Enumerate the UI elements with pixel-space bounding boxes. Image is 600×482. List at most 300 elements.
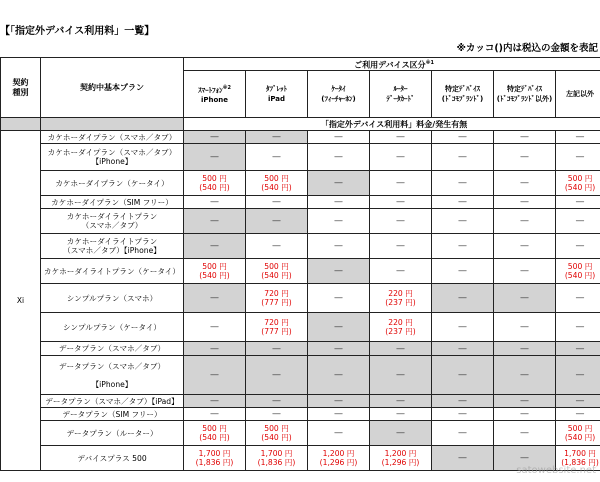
fee-cell	[556, 171, 600, 196]
dash-mark: —	[334, 197, 343, 207]
plan-name-line: データプラン（スマホ／タブ）	[58, 361, 166, 371]
fee-cell	[556, 421, 600, 446]
no-fee-cell	[308, 421, 370, 446]
fee-amount: 1,700 円	[260, 449, 293, 458]
dash-mark: —	[210, 241, 219, 251]
no-fee-cell	[556, 342, 600, 356]
table-row	[1, 131, 600, 144]
contract-type-cell: Xi	[1, 131, 41, 471]
no-fee-cell	[184, 284, 246, 313]
dash-mark: —	[272, 132, 281, 142]
device-header-3	[370, 71, 432, 118]
fee-amount: 720 円	[264, 289, 289, 298]
dash-mark: —	[210, 343, 219, 354]
plan-name-cell	[41, 356, 184, 395]
no-fee-cell	[308, 209, 370, 234]
device-header-line1: ｹｰﾀｲ	[331, 85, 346, 93]
no-fee-cell	[432, 131, 494, 144]
plan-name-cell	[41, 209, 184, 234]
no-fee-cell	[494, 313, 556, 342]
fee-with-tax: (237 円)	[385, 298, 416, 307]
plan-name-cell	[41, 446, 184, 471]
contract-type-header-line: 種別	[12, 87, 29, 97]
no-fee-cell	[432, 446, 494, 471]
no-fee-cell	[556, 356, 600, 395]
dash-mark: —	[458, 266, 467, 276]
fee-amount: 220 円	[388, 289, 413, 298]
fee-with-tax: (777 円)	[261, 327, 292, 336]
fee-cell	[246, 259, 308, 284]
no-fee-cell	[494, 234, 556, 259]
dash-mark: —	[334, 396, 343, 406]
plan-name-line: カケホーダイプラン（ケータイ）	[55, 178, 169, 188]
plan-name-cell	[41, 313, 184, 342]
plan-name-line: シンプルプラン（ケータイ）	[62, 322, 162, 332]
no-fee-cell	[184, 342, 246, 356]
fee-with-tax: (1,836 円)	[195, 458, 234, 467]
no-fee-cell	[432, 259, 494, 284]
no-fee-cell	[556, 408, 600, 421]
no-fee-cell	[184, 234, 246, 259]
dash-mark: —	[575, 241, 585, 251]
no-fee-cell	[308, 144, 370, 171]
dash-mark: —	[272, 396, 281, 406]
plan-name-line: カケホーダイプラン（SIM フリー）	[51, 197, 173, 207]
fee-cell	[184, 259, 246, 284]
dash-mark: —	[458, 453, 467, 463]
no-fee-cell	[246, 131, 308, 144]
dash-mark: —	[575, 322, 585, 332]
no-fee-cell	[432, 209, 494, 234]
no-fee-cell	[494, 408, 556, 421]
dash-mark: —	[520, 453, 529, 463]
plan-name-cell	[41, 395, 184, 408]
dash-mark: —	[458, 178, 467, 188]
no-fee-cell	[432, 234, 494, 259]
dash-mark: —	[210, 396, 219, 406]
no-fee-cell	[494, 171, 556, 196]
fee-amount: 500 円	[264, 424, 289, 433]
fee-amount: 1,700 円	[564, 449, 596, 458]
plan-name-line: カケホーダイライトプラン	[66, 212, 158, 221]
fee-amount: 500 円	[567, 174, 593, 183]
table-row	[1, 313, 600, 342]
dash-mark: —	[272, 409, 281, 419]
dash-mark: —	[210, 132, 219, 142]
table-row	[1, 356, 600, 395]
no-fee-cell	[432, 421, 494, 446]
watermark: satowebsite.net	[516, 465, 596, 476]
no-fee-cell	[370, 259, 432, 284]
fee-with-tax: (540 円)	[199, 271, 230, 280]
table-row	[1, 259, 600, 284]
no-fee-cell	[494, 342, 556, 356]
dash-mark: —	[520, 293, 529, 303]
table-row	[1, 446, 600, 471]
dash-mark: —	[458, 197, 467, 207]
no-fee-cell	[308, 196, 370, 209]
plan-name-line: 【iPhone】	[91, 379, 133, 389]
device-header-line1: 特定ﾃﾞﾊﾞｲｽ	[445, 85, 480, 93]
no-fee-cell	[494, 356, 556, 395]
no-fee-cell	[432, 342, 494, 356]
plan-name-line: データプラン（SIM フリー）	[62, 409, 162, 419]
no-fee-cell	[556, 395, 600, 408]
dash-mark: —	[210, 322, 219, 332]
dash-mark: —	[396, 178, 405, 188]
no-fee-cell	[370, 144, 432, 171]
fee-cell	[246, 446, 308, 471]
device-header-line1: ｽﾏｰﾄﾌｫﾝ	[198, 86, 223, 95]
no-fee-cell	[556, 144, 600, 171]
fee-with-tax: (540 円)	[564, 271, 596, 280]
device-header-2	[308, 71, 370, 118]
contract-type-header	[1, 58, 41, 118]
dash-mark: —	[396, 370, 405, 380]
dash-mark: —	[458, 370, 467, 380]
device-header-line1: 左記以外	[566, 90, 595, 98]
fee-cell	[246, 284, 308, 313]
fee-amount: 220 円	[388, 318, 413, 327]
no-fee-cell	[246, 356, 308, 395]
dash-mark: —	[575, 409, 585, 419]
dash-mark: —	[458, 241, 467, 251]
dash-mark: —	[396, 396, 405, 406]
plan-name-line: シンプルプラン（スマホ）	[66, 293, 158, 303]
fee-cell	[370, 446, 432, 471]
plan-name-cell	[41, 131, 184, 144]
fee-cell	[370, 313, 432, 342]
fee-cell	[184, 446, 246, 471]
dash-mark: —	[334, 370, 343, 380]
no-fee-cell	[370, 421, 432, 446]
no-fee-cell	[184, 131, 246, 144]
dash-mark: —	[575, 216, 585, 226]
dash-mark: —	[458, 293, 467, 303]
fee-with-tax: (237 円)	[385, 327, 416, 336]
dash-mark: —	[520, 241, 529, 251]
fee-amount: 1,200 円	[384, 449, 417, 458]
no-fee-cell	[494, 284, 556, 313]
plan-name-line: 【iPhone】	[91, 157, 133, 166]
fee-with-tax: (540 円)	[261, 183, 292, 192]
no-fee-cell	[246, 144, 308, 171]
fee-amount: 500 円	[202, 424, 227, 433]
plan-name-line: デバイスプラス 500	[77, 453, 147, 463]
fee-cell	[246, 171, 308, 196]
no-fee-cell	[370, 171, 432, 196]
plan-name-line: カケホーダイライトプラン	[66, 237, 158, 246]
no-fee-cell	[494, 209, 556, 234]
no-fee-cell	[184, 209, 246, 234]
no-fee-cell	[246, 395, 308, 408]
dash-mark: —	[520, 428, 529, 438]
dash-mark: —	[334, 409, 343, 419]
no-fee-cell	[184, 144, 246, 171]
no-fee-cell	[432, 313, 494, 342]
device-header-line2: ﾃﾞｰﾀｶｰﾄﾞ	[386, 95, 415, 103]
no-fee-cell	[246, 342, 308, 356]
dash-mark: —	[520, 197, 529, 207]
plan-name-line: カケホーダイプラン（スマホ／タブ）	[47, 148, 177, 157]
no-fee-cell	[370, 196, 432, 209]
no-fee-cell	[432, 356, 494, 395]
dash-mark: —	[210, 152, 219, 162]
dash-mark: —	[334, 152, 343, 162]
device-header-line2: (ﾄﾞｺﾓﾌﾞﾗﾝﾄﾞ以外)	[496, 95, 553, 103]
table-row	[1, 408, 600, 421]
dash-mark: —	[396, 266, 405, 276]
device-header-line2: iPhone	[200, 96, 229, 105]
fee-cell	[246, 313, 308, 342]
dash-mark: —	[210, 197, 219, 207]
dash-mark: —	[396, 152, 405, 162]
no-fee-cell	[308, 234, 370, 259]
fee-with-tax: (1,836 円)	[561, 458, 599, 467]
device-header-1	[246, 71, 308, 118]
fee-with-tax: (540 円)	[564, 183, 596, 192]
device-header-6	[556, 71, 600, 118]
fee-with-tax: (540 円)	[199, 433, 230, 442]
contract-type-header-line: 契約	[12, 77, 29, 87]
device-header-line2: iPad	[267, 95, 286, 103]
dash-mark: —	[272, 343, 281, 354]
no-fee-cell	[556, 209, 600, 234]
tax-note: ※カッコ()内は税込の金額を表記	[456, 43, 598, 54]
dash-mark: —	[334, 322, 343, 332]
dash-mark: —	[520, 266, 529, 276]
device-header-line2: (ﾌｨｰﾁｬｰﾎﾝ)	[321, 95, 356, 103]
dash-mark: —	[520, 343, 529, 354]
table-row	[1, 209, 600, 234]
dash-mark: —	[458, 322, 467, 332]
fee-cell	[184, 171, 246, 196]
device-category-sup: ※1	[425, 59, 434, 66]
no-fee-cell	[308, 171, 370, 196]
dash-mark: —	[334, 343, 343, 354]
dash-mark: —	[334, 132, 343, 142]
fee-with-tax: (540 円)	[199, 183, 230, 192]
no-fee-cell	[432, 171, 494, 196]
no-fee-cell	[432, 144, 494, 171]
table-row	[1, 284, 600, 313]
no-fee-cell	[370, 395, 432, 408]
plan-name-line: データプラン（スマホ／タブ）	[58, 344, 166, 353]
fee-with-tax: (540 円)	[564, 433, 596, 442]
dash-mark: —	[396, 428, 405, 438]
no-fee-cell	[308, 284, 370, 313]
dash-mark: —	[520, 322, 529, 332]
dash-mark: —	[334, 428, 343, 438]
dash-mark: —	[210, 409, 219, 419]
dash-mark: —	[396, 216, 405, 226]
device-fee-table	[0, 57, 600, 471]
no-fee-cell	[184, 356, 246, 395]
device-header-0	[184, 71, 246, 118]
dash-mark: —	[210, 370, 219, 380]
fee-cell	[246, 421, 308, 446]
plan-name-cell	[41, 421, 184, 446]
table-row	[1, 395, 600, 408]
fee-amount: 1,200 円	[322, 449, 355, 458]
dash-mark: —	[458, 428, 467, 438]
plan-name-cell	[41, 342, 184, 356]
dash-mark: —	[458, 396, 467, 406]
table-row	[1, 171, 600, 196]
dash-mark: —	[396, 132, 405, 142]
plan-name-cell	[41, 144, 184, 171]
dash-mark: —	[334, 293, 343, 303]
fee-with-tax: (540 円)	[261, 271, 292, 280]
fee-cell	[308, 446, 370, 471]
fee-amount: 500 円	[202, 174, 227, 183]
fee-with-tax: (1,836 円)	[257, 458, 296, 467]
dash-mark: —	[575, 197, 585, 207]
dash-mark: —	[520, 396, 529, 406]
fee-amount: 500 円	[202, 262, 227, 271]
no-fee-cell	[184, 408, 246, 421]
dash-mark: —	[272, 241, 281, 251]
fee-cell	[556, 259, 600, 284]
fee-with-tax: (540 円)	[261, 433, 292, 442]
fee-amount: 1,700 円	[198, 449, 231, 458]
dash-mark: —	[396, 409, 405, 419]
page-title: 【「指定外デバイス利用料」一覧】	[0, 26, 155, 37]
plan-name-line: （スマホ／タブ）	[81, 221, 143, 230]
no-fee-cell	[246, 234, 308, 259]
no-fee-cell	[494, 196, 556, 209]
plan-header: 契約中基本プラン	[41, 58, 184, 118]
dash-mark: —	[520, 132, 529, 142]
no-fee-cell	[308, 395, 370, 408]
plan-name-line: データプラン（ルーター）	[66, 428, 158, 438]
dash-mark: —	[520, 409, 529, 419]
fee-amount: 720 円	[264, 318, 289, 327]
no-fee-cell	[184, 395, 246, 408]
no-fee-cell	[494, 259, 556, 284]
device-category-header	[184, 58, 600, 71]
fee-cell	[370, 284, 432, 313]
dash-mark: —	[575, 293, 585, 303]
no-fee-cell	[556, 284, 600, 313]
table-row	[1, 234, 600, 259]
dash-mark: —	[396, 197, 405, 207]
plan-name-line: カケホーダイライトプラン（ケータイ）	[44, 266, 180, 276]
no-fee-cell	[370, 342, 432, 356]
table-row	[1, 421, 600, 446]
fee-amount: 500 円	[264, 262, 289, 271]
plan-name-cell	[41, 408, 184, 421]
dash-mark: —	[458, 152, 467, 162]
no-fee-cell	[184, 196, 246, 209]
device-header-5	[494, 71, 556, 118]
dash-mark: —	[575, 132, 585, 142]
no-fee-cell	[494, 131, 556, 144]
dash-mark: —	[334, 178, 343, 188]
no-fee-cell	[308, 259, 370, 284]
device-header-line1: ﾀﾌﾞﾚｯﾄ	[266, 85, 287, 93]
no-fee-cell	[370, 234, 432, 259]
no-fee-cell	[308, 131, 370, 144]
dash-mark: —	[334, 266, 343, 276]
dash-mark: —	[520, 216, 529, 226]
fee-amount: 500 円	[567, 262, 593, 271]
fee-amount: 500 円	[567, 424, 593, 433]
no-fee-cell	[308, 313, 370, 342]
device-header-line1: 特定ﾃﾞﾊﾞｲｽ	[507, 85, 542, 93]
fee-with-tax: (1,296 円)	[319, 458, 358, 467]
dash-mark: —	[210, 293, 219, 303]
no-fee-cell	[370, 131, 432, 144]
plan-name-line: データプラン（スマホ／タブ）【iPad】	[45, 396, 179, 406]
fee-cell	[184, 421, 246, 446]
dash-mark: —	[575, 343, 585, 354]
no-fee-cell	[246, 408, 308, 421]
device-header-4	[432, 71, 494, 118]
dash-mark: —	[575, 396, 585, 406]
dash-mark: —	[272, 197, 281, 207]
dash-mark: —	[272, 370, 281, 380]
no-fee-cell	[556, 131, 600, 144]
no-fee-cell	[246, 209, 308, 234]
device-header-line1: ﾙｰﾀｰ	[393, 85, 408, 93]
no-fee-cell	[308, 356, 370, 395]
dash-mark: —	[520, 370, 529, 380]
no-fee-cell	[308, 408, 370, 421]
no-fee-cell	[432, 408, 494, 421]
fee-with-tax: (777 円)	[261, 298, 292, 307]
device-category-label: ご利用デバイス区分	[354, 60, 426, 70]
device-header-sup: ※2	[222, 84, 231, 91]
dash-mark: —	[396, 241, 405, 251]
no-fee-cell	[494, 421, 556, 446]
dash-mark: —	[210, 216, 219, 226]
no-fee-cell	[184, 313, 246, 342]
plan-name-line: カケホーダイプラン（スマホ／タブ）	[47, 132, 177, 142]
no-fee-cell	[432, 284, 494, 313]
no-fee-cell	[432, 196, 494, 209]
no-fee-cell	[494, 144, 556, 171]
no-fee-cell	[556, 196, 600, 209]
dash-mark: —	[272, 216, 281, 226]
table-row	[1, 342, 600, 356]
dash-mark: —	[458, 343, 467, 354]
plan-name-cell	[41, 259, 184, 284]
dash-mark: —	[396, 343, 405, 354]
dash-mark: —	[458, 216, 467, 226]
no-fee-cell	[370, 209, 432, 234]
no-fee-cell	[556, 313, 600, 342]
dash-mark: —	[334, 241, 343, 251]
device-header-line2: (ﾄﾞｺﾓﾌﾞﾗﾝﾄﾞ)	[441, 95, 484, 103]
no-fee-cell	[308, 342, 370, 356]
dash-mark: —	[520, 152, 529, 162]
fee-row-header: 「指定外デバイス利用料」料金/発生有無	[184, 118, 600, 131]
dash-mark: —	[520, 178, 529, 188]
dash-mark: —	[458, 409, 467, 419]
no-fee-cell	[432, 395, 494, 408]
dash-mark: —	[575, 370, 585, 380]
no-fee-cell	[494, 395, 556, 408]
plan-name-cell	[41, 196, 184, 209]
dash-mark: —	[272, 152, 281, 162]
plan-name-cell	[41, 234, 184, 259]
dash-mark: —	[334, 216, 343, 226]
fee-amount: 500 円	[264, 174, 289, 183]
table-row	[1, 196, 600, 209]
no-fee-cell	[370, 356, 432, 395]
fee-with-tax: (1,296 円)	[381, 458, 420, 467]
